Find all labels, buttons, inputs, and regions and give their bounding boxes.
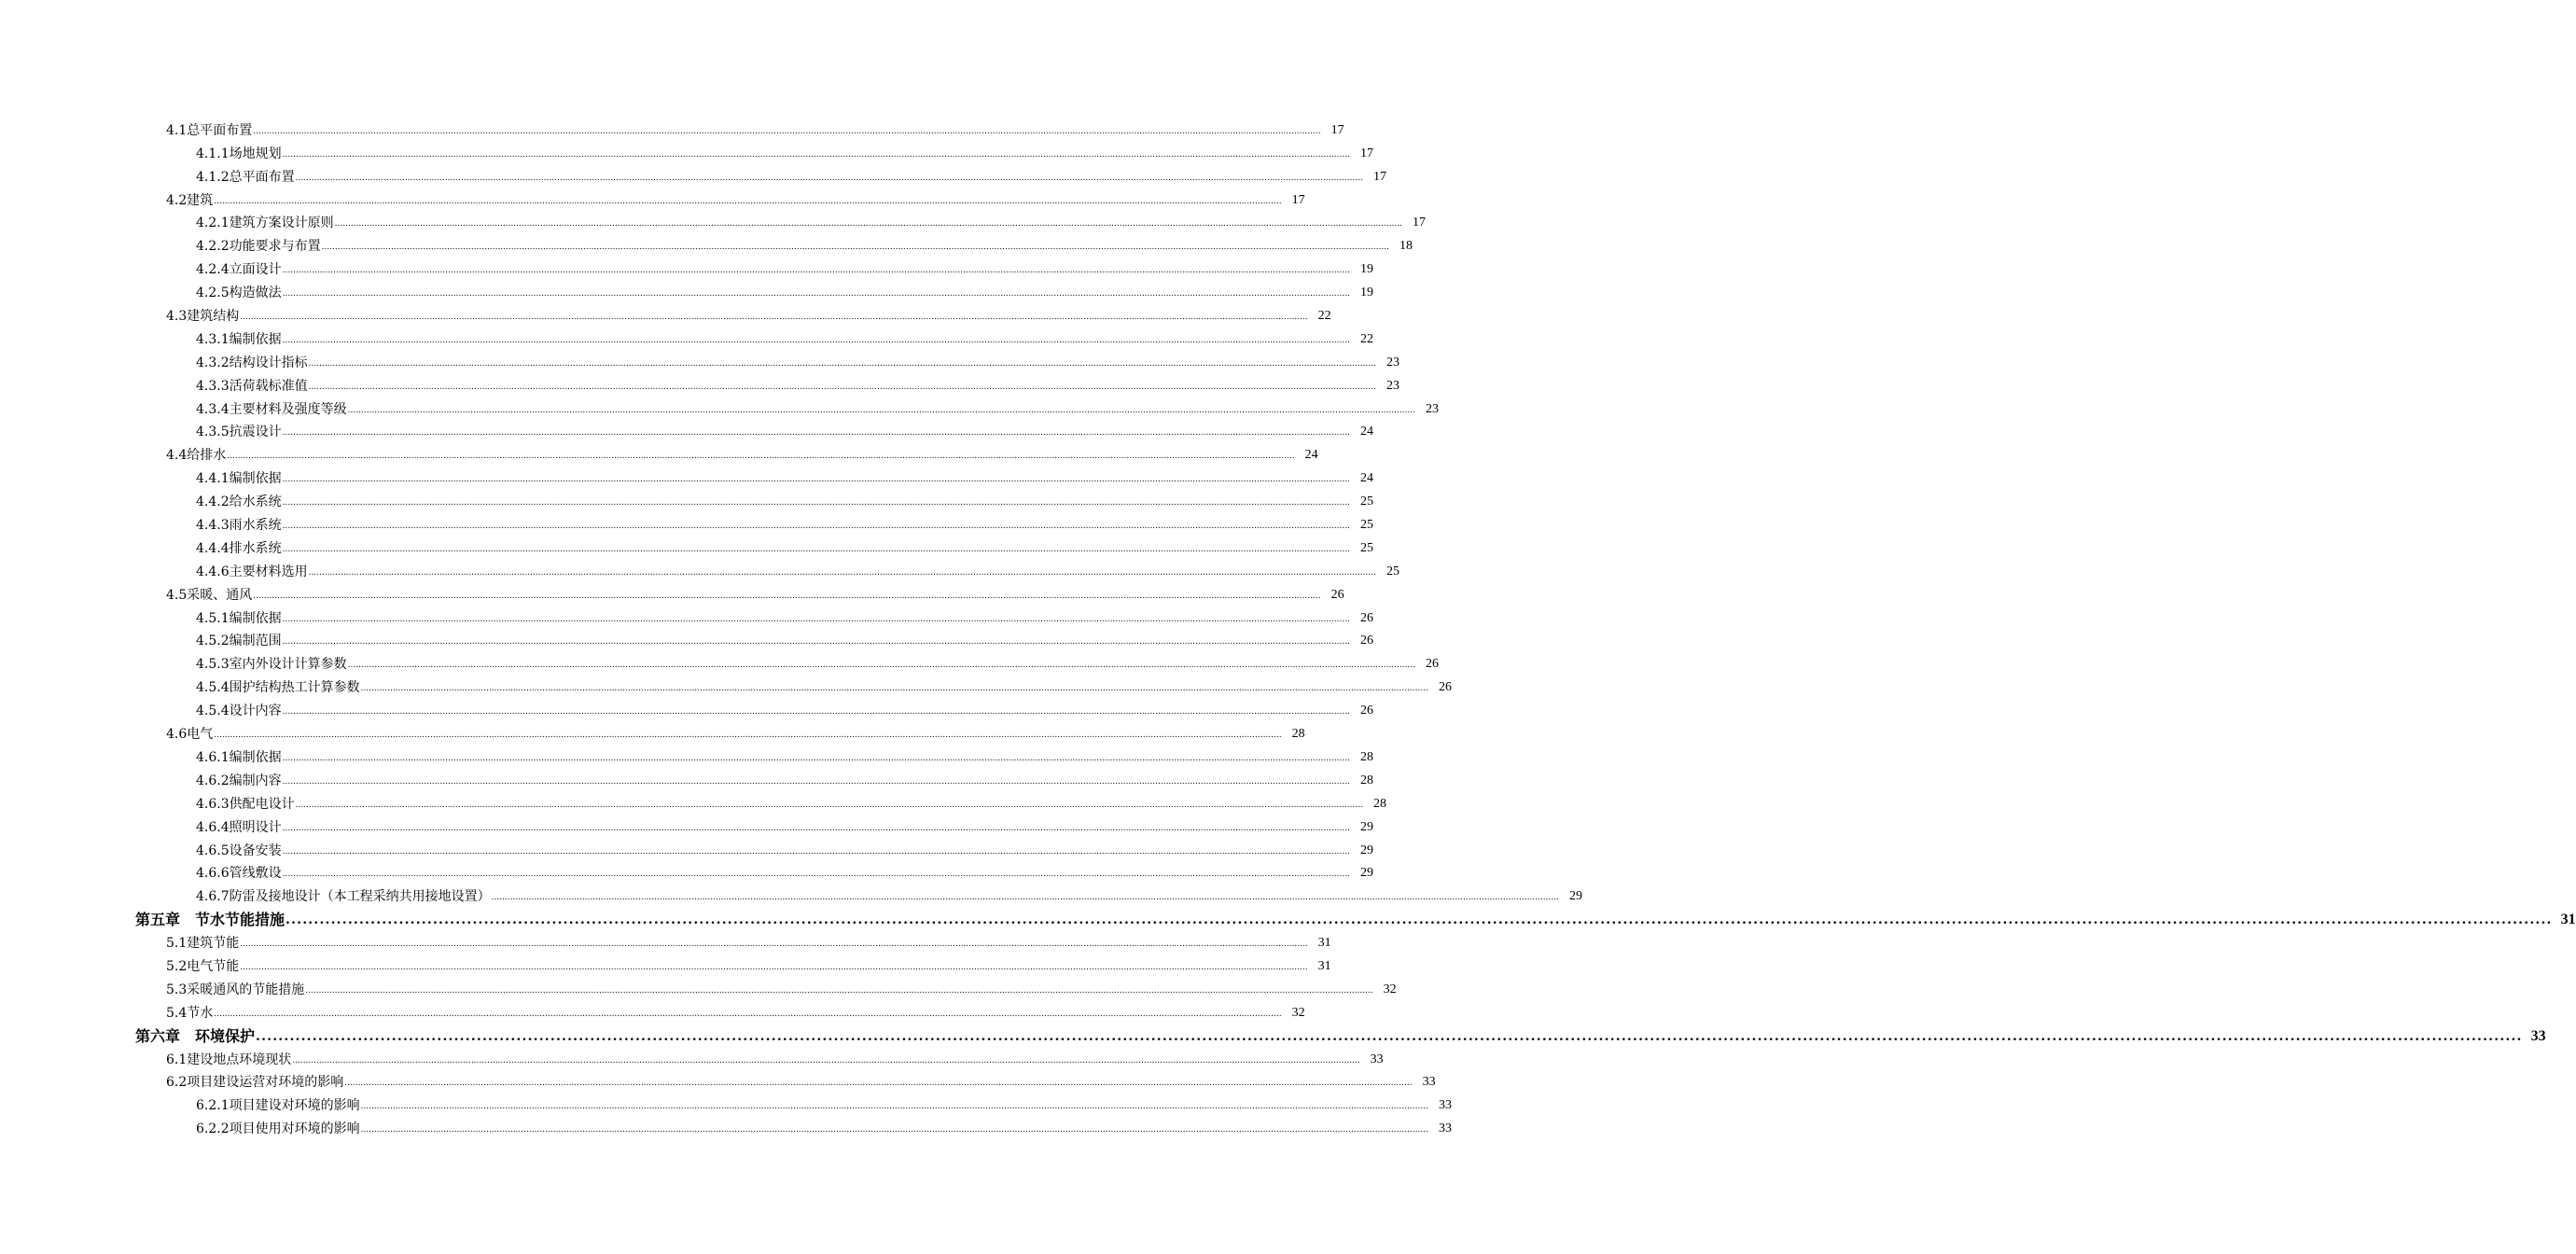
dot-leader: ................................................................................................................................................................................................................................................................................................................................................................................................................ (256, 1028, 2523, 1044)
dot-leader: ................................................................................................................................................................................................................................................................................................................................................................................................................ (282, 614, 1350, 624)
toc-entry-title: 4.3.2结构设计指标 (196, 355, 308, 370)
toc-entry-title: 4.6.5设备安装 (196, 843, 282, 858)
toc-entry-title: 5.4节水 (166, 1005, 214, 1021)
toc-entry[interactable] (0, 418, 1373, 441)
toc-entry-title: 4.2.5构造做法 (196, 286, 282, 301)
toc-page-number: 18 (1399, 239, 1413, 254)
toc-entry[interactable] (0, 1045, 1384, 1068)
toc-entry-title: 4.3.1编制依据 (196, 331, 282, 347)
toc-page-number: 25 (1359, 495, 1373, 509)
toc-entry[interactable] (0, 1091, 1452, 1114)
toc-entry-title: 5.3采暖通风的节能措施 (166, 982, 305, 997)
toc-entry[interactable] (0, 116, 1344, 139)
toc-page-number: 29 (1359, 819, 1373, 834)
toc-entry-title: 4.6.4照明设计 (196, 819, 282, 835)
dot-leader: ................................................................................................................................................................................................................................................................................................................................................................................................................ (347, 661, 1415, 671)
dot-leader: ................................................................................................................................................................................................................................................................................................................................................................................................................ (308, 382, 1376, 392)
dot-leader: ................................................................................................................................................................................................................................................................................................................................................................................................................ (305, 985, 1373, 996)
toc-entry-title: 4.1.1场地规划 (196, 146, 282, 161)
toc-entry[interactable] (0, 186, 1305, 209)
toc-entry-title: 5.2电气节能 (166, 958, 240, 974)
toc-entry-title: 4.6.7防雷及接地设计（本工程采纳共用接地设置） (196, 889, 491, 905)
toc-entry[interactable] (0, 395, 1439, 418)
toc-page-number: 33 (1438, 1098, 1452, 1113)
toc-page-number: 26 (1359, 634, 1373, 648)
toc-page-number: 22 (1359, 331, 1373, 346)
toc-entry-title: 4.4.1编制依据 (196, 471, 282, 487)
toc-entry[interactable] (0, 952, 1331, 975)
toc-entry[interactable] (0, 627, 1373, 650)
dot-leader: ................................................................................................................................................................................................................................................................................................................................................................................................................ (214, 196, 1282, 206)
toc-entry-title: 4.5.4围护结构热工计算参数 (196, 680, 360, 696)
toc-entry[interactable] (0, 649, 1439, 673)
toc-entry[interactable] (0, 696, 1373, 719)
toc-entry-title: 4.4给排水 (166, 448, 227, 464)
toc-entry[interactable] (0, 719, 1305, 743)
toc-entry-title: 4.6.6管线敷设 (196, 866, 282, 882)
toc-entry-title: 4.2建筑 (166, 192, 214, 208)
toc-page-number: 33 (2530, 1027, 2546, 1044)
toc-entry[interactable] (0, 487, 1373, 510)
dot-leader: ................................................................................................................................................................................................................................................................................................................................................................................................................ (282, 289, 1350, 300)
toc-page-number: 17 (1330, 122, 1344, 137)
dot-leader: ................................................................................................................................................................................................................................................................................................................................................................................................................ (240, 313, 1308, 323)
dot-leader: ................................................................................................................................................................................................................................................................................................................................................................................................................ (282, 428, 1350, 439)
dot-leader: ................................................................................................................................................................................................................................................................................................................................................................................................................ (253, 126, 1321, 136)
toc-page-number: 17 (1359, 146, 1373, 160)
toc-page-number: 28 (1291, 727, 1305, 742)
toc-page-number: 33 (1438, 1122, 1452, 1136)
table-of-contents (0, 116, 2576, 1137)
dot-leader: ................................................................................................................................................................................................................................................................................................................................................................................................................ (360, 684, 1428, 694)
toc-entry[interactable] (0, 325, 1373, 348)
toc-entry[interactable] (0, 673, 1452, 696)
toc-entry[interactable] (0, 139, 1373, 162)
toc-entry[interactable] (0, 836, 1373, 859)
toc-page-number: 29 (1359, 843, 1373, 857)
toc-page-number: 28 (1372, 796, 1386, 811)
dot-leader: ................................................................................................................................................................................................................................................................................................................................................................................................................ (282, 753, 1350, 763)
toc-entry[interactable] (0, 464, 1373, 487)
toc-page-number: 24 (1359, 471, 1373, 486)
toc-page-number: 25 (1359, 540, 1373, 555)
toc-entry[interactable] (0, 813, 1373, 836)
toc-entry[interactable] (0, 278, 1373, 301)
dot-leader: ................................................................................................................................................................................................................................................................................................................................................................................................................ (491, 893, 1559, 903)
toc-entry-title: 4.6.1编制依据 (196, 749, 282, 765)
toc-page-number: 26 (1330, 587, 1344, 602)
toc-entry[interactable] (0, 557, 1399, 580)
toc-entry-title: 4.3.3活荷载标准值 (196, 378, 308, 394)
dot-leader: ................................................................................................................................................................................................................................................................................................................................................................................................................ (240, 940, 1308, 950)
toc-page-number: 28 (1359, 749, 1373, 764)
toc-entry-title: 4.1总平面布置 (166, 122, 253, 138)
toc-page-number: 29 (1568, 889, 1582, 904)
dot-leader: ................................................................................................................................................................................................................................................................................................................................................................................................................ (295, 800, 1363, 810)
toc-entry[interactable] (0, 975, 1397, 998)
toc-page-number: 33 (1422, 1075, 1436, 1090)
toc-page-number: 26 (1359, 610, 1373, 625)
toc-entry[interactable] (0, 766, 1373, 789)
toc-page-number: 25 (1359, 518, 1373, 533)
dot-leader: ................................................................................................................................................................................................................................................................................................................................................................................................................ (253, 591, 1321, 601)
toc-entry-title: 6.2.2项目使用对环境的影响 (196, 1122, 360, 1137)
dot-leader: ................................................................................................................................................................................................................................................................................................................................................................................................................ (282, 149, 1350, 160)
toc-entry-title: 4.6.3供配电设计 (196, 796, 295, 812)
toc-entry[interactable] (0, 1068, 1436, 1092)
toc-entry[interactable] (0, 580, 1344, 604)
toc-entry-title: 4.5采暖、通风 (166, 587, 253, 603)
toc-entry[interactable] (0, 1114, 1452, 1137)
toc-entry[interactable] (0, 789, 1386, 813)
toc-entry-title: 4.2.2功能要求与布置 (196, 239, 321, 255)
dot-leader: ................................................................................................................................................................................................................................................................................................................................................................................................................ (282, 475, 1350, 485)
toc-page-number: 32 (1291, 1005, 1305, 1020)
toc-page-number: 31 (2560, 912, 2576, 928)
dot-leader: ................................................................................................................................................................................................................................................................................................................................................................................................................ (214, 1009, 1282, 1019)
toc-entry[interactable] (0, 301, 1331, 325)
toc-page-number: 17 (1372, 169, 1386, 184)
dot-leader: ................................................................................................................................................................................................................................................................................................................................................................................................................ (282, 870, 1350, 880)
toc-page-number: 33 (1370, 1052, 1384, 1066)
toc-entry-title: 4.6电气 (166, 727, 214, 743)
dot-leader: ................................................................................................................................................................................................................................................................................................................................................................................................................ (292, 1055, 1360, 1066)
dot-leader: ................................................................................................................................................................................................................................................................................................................................................................................................................ (214, 731, 1282, 741)
dot-leader: ................................................................................................................................................................................................................................................................................................................................................................................................................ (240, 962, 1308, 972)
toc-page-number: 17 (1412, 216, 1426, 230)
dot-leader: ................................................................................................................................................................................................................................................................................................................................................................................................................ (282, 266, 1350, 276)
toc-page-number: 19 (1359, 286, 1373, 300)
toc-entry[interactable] (0, 440, 1318, 464)
dot-leader: ................................................................................................................................................................................................................................................................................................................................................................................................................ (227, 452, 1295, 462)
dot-leader: ................................................................................................................................................................................................................................................................................................................................................................................................................ (282, 522, 1350, 532)
toc-entry-title: 4.3.4主要材料及强度等级 (196, 401, 347, 417)
toc-entry[interactable] (0, 162, 1386, 186)
toc-page-number: 17 (1291, 192, 1305, 207)
toc-entry[interactable] (0, 255, 1373, 278)
toc-entry[interactable] (0, 348, 1399, 371)
toc-entry-title: 4.2.1建筑方案设计原则 (196, 216, 334, 231)
toc-entry[interactable] (0, 998, 1305, 1022)
dot-leader: ................................................................................................................................................................................................................................................................................................................................................................................................................ (282, 776, 1350, 787)
toc-page-number: 26 (1438, 680, 1452, 695)
toc-entry[interactable] (0, 534, 1373, 557)
toc-entry-title: 4.4.2给水系统 (196, 495, 282, 510)
toc-entry[interactable] (0, 604, 1373, 627)
toc-entry-title: 4.5.4设计内容 (196, 704, 282, 719)
dot-leader: ................................................................................................................................................................................................................................................................................................................................................................................................................ (282, 707, 1350, 718)
toc-entry-title: 5.1建筑节能 (166, 936, 240, 952)
toc-page-number: 31 (1317, 936, 1331, 951)
dot-leader: ................................................................................................................................................................................................................................................................................................................................................................................................................ (360, 1125, 1428, 1136)
toc-page-number: 24 (1304, 448, 1318, 463)
dot-leader: ................................................................................................................................................................................................................................................................................................................................................................................................................ (282, 846, 1350, 857)
toc-entry-title: 4.1.2总平面布置 (196, 169, 295, 185)
dot-leader: ................................................................................................................................................................................................................................................................................................................................................................................................................ (334, 219, 1402, 230)
toc-entry-title: 第六章 环境保护 (135, 1026, 256, 1045)
toc-entry-title: 4.5.3室内外设计计算参数 (196, 657, 347, 673)
toc-entry-title: 4.6.2编制内容 (196, 773, 282, 788)
toc-entry-title: 6.2.1项目建设对环境的影响 (196, 1098, 360, 1114)
toc-entry[interactable] (0, 743, 1373, 766)
dot-leader: ................................................................................................................................................................................................................................................................................................................................................................................................................ (360, 1102, 1428, 1112)
toc-page-number: 23 (1425, 401, 1439, 416)
dot-leader: ................................................................................................................................................................................................................................................................................................................................................................................................................ (282, 335, 1350, 345)
toc-page-number: 24 (1359, 425, 1373, 439)
toc-page-number: 31 (1317, 958, 1331, 973)
dot-leader: ................................................................................................................................................................................................................................................................................................................................................................................................................ (308, 567, 1376, 578)
dot-leader: ................................................................................................................................................................................................................................................................................................................................................................................................................ (344, 1079, 1413, 1089)
dot-leader: ................................................................................................................................................................................................................................................................................................................................................................................................................ (321, 243, 1389, 253)
toc-page-number: 25 (1385, 564, 1399, 578)
dot-leader: ................................................................................................................................................................................................................................................................................................................................................................................................................ (347, 405, 1415, 415)
toc-entry[interactable] (0, 859, 1373, 883)
toc-page-number: 29 (1359, 866, 1373, 881)
toc-entry-title: 4.4.3雨水系统 (196, 518, 282, 534)
toc-page-number: 28 (1359, 773, 1373, 787)
toc-entry-title: 4.5.2编制范围 (196, 634, 282, 649)
toc-page-number: 23 (1385, 355, 1399, 369)
toc-page-number: 23 (1385, 378, 1399, 393)
dot-leader: ................................................................................................................................................................................................................................................................................................................................................................................................................ (282, 823, 1350, 833)
toc-entry[interactable] (0, 510, 1373, 534)
dot-leader: ................................................................................................................................................................................................................................................................................................................................................................................................................ (308, 358, 1376, 369)
toc-entry-title: 4.3.5抗震设计 (196, 425, 282, 440)
dot-leader: ................................................................................................................................................................................................................................................................................................................................................................................................................ (285, 913, 2553, 928)
toc-chapter-entry[interactable] (0, 905, 2576, 929)
toc-entry-title: 4.2.4立面设计 (196, 262, 282, 278)
toc-entry-title: 6.2项目建设运营对环境的影响 (166, 1075, 344, 1091)
toc-entry-title: 4.5.1编制依据 (196, 610, 282, 626)
toc-entry[interactable] (0, 231, 1413, 255)
toc-page-number: 26 (1359, 704, 1373, 718)
toc-page-number: 19 (1359, 262, 1373, 277)
toc-page-number: 26 (1425, 657, 1439, 672)
toc-entry[interactable] (0, 371, 1399, 395)
toc-chapter-entry[interactable] (0, 1022, 2546, 1045)
toc-entry-title: 4.4.4排水系统 (196, 540, 282, 556)
dot-leader: ................................................................................................................................................................................................................................................................................................................................................................................................................ (282, 637, 1350, 648)
toc-page-number: 32 (1383, 982, 1397, 996)
dot-leader: ................................................................................................................................................................................................................................................................................................................................................................................................................ (282, 544, 1350, 554)
toc-entry-title: 4.3建筑结构 (166, 309, 240, 325)
toc-entry[interactable] (0, 882, 1582, 905)
toc-page-number: 22 (1317, 309, 1331, 324)
toc-entry-title: 6.1建设地点环境现状 (166, 1052, 292, 1067)
toc-entry[interactable] (0, 209, 1426, 232)
dot-leader: ................................................................................................................................................................................................................................................................................................................................................................................................................ (295, 173, 1363, 183)
toc-entry[interactable] (0, 928, 1331, 952)
dot-leader: ................................................................................................................................................................................................................................................................................................................................................................................................................ (282, 498, 1350, 509)
toc-entry-title: 4.4.6主要材料选用 (196, 564, 308, 579)
toc-entry-title: 第五章 节水节能措施 (135, 911, 285, 929)
